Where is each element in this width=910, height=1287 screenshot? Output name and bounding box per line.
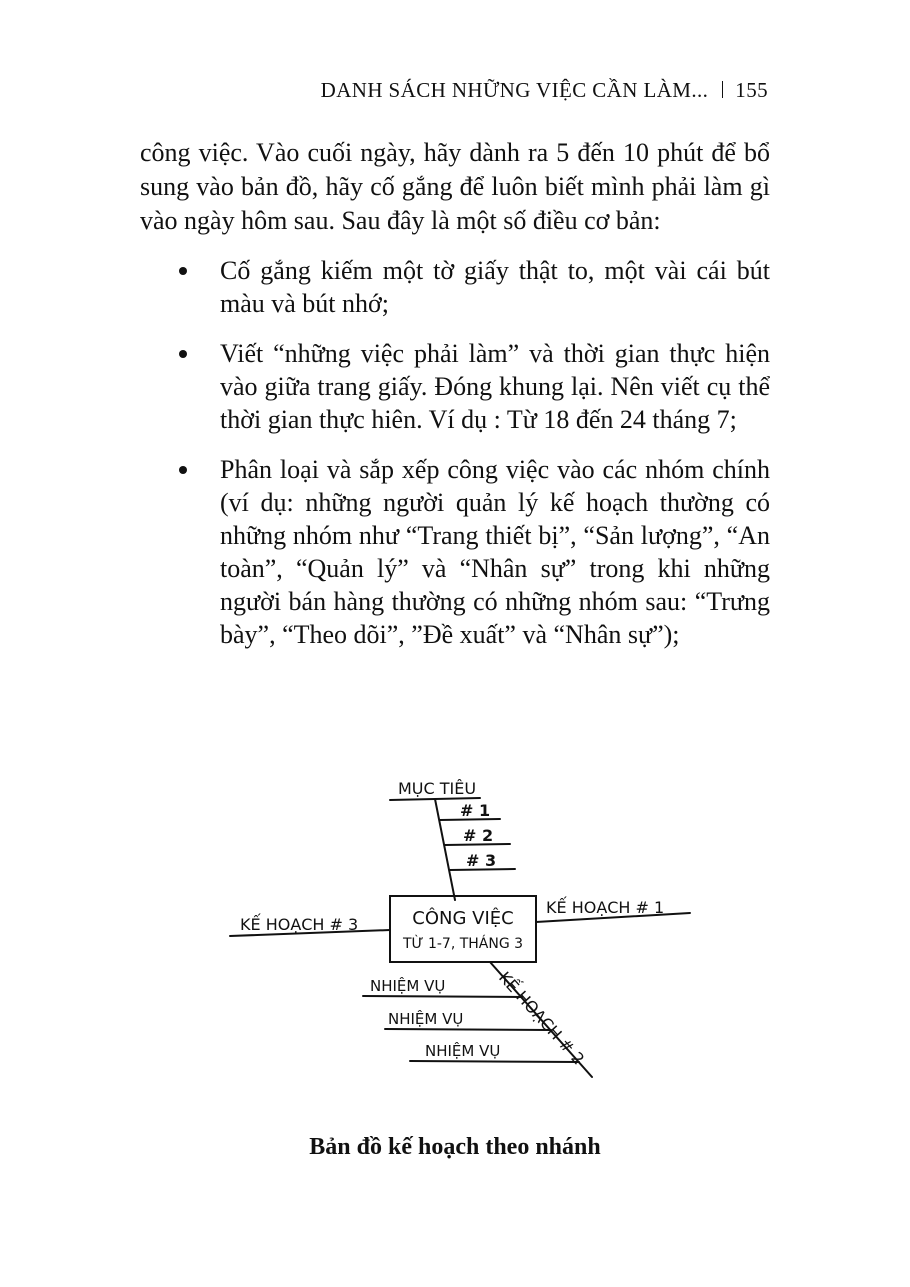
goal-item-3: # 3 <box>466 851 497 870</box>
bullet-text: Phân loại và sắp xếp công việc vào các nhóm chính (ví dụ: những người quản lý kế hoạch thường có những nhóm như “Trang thiết bị”, “Sản lượng”, “An toàn”, “Quản lý” và “Nhân sự” trong khi những người bán hàng thường có những nhóm sau: “Trưng bày”, “Theo dõi”, ”Đề xuất” và “Nhân sự”); <box>220 455 770 649</box>
goal-item-1: # 1 <box>460 801 491 820</box>
page-number: 155 <box>735 78 768 102</box>
bullet-list <box>140 254 770 668</box>
bullet-item <box>140 453 770 651</box>
plan1-label: KẾ HOẠCH # 1 <box>546 898 665 917</box>
bullet-dot-icon <box>179 466 187 474</box>
branch-plan-map <box>220 770 700 1090</box>
running-header <box>321 78 768 103</box>
goal-item-2: # 2 <box>463 826 494 845</box>
bullet-text: Viết “những việc phải làm” và thời gian thực hiện vào giữa trang giấy. Đóng khung lại. Nên viết cụ thể thời gian thực hiên. Ví dụ : Từ 18 đến 24 tháng 7; <box>220 339 770 434</box>
task-label-1: NHIỆM VỤ <box>370 977 446 995</box>
bullet-item <box>140 254 770 320</box>
task-label-3: NHIỆM VỤ <box>425 1042 501 1060</box>
bullet-dot-icon <box>179 267 187 275</box>
bullet-dot-icon <box>179 350 187 358</box>
task-label-2: NHIỆM VỤ <box>388 1010 464 1028</box>
center-title: CÔNG VIỆC <box>412 908 514 929</box>
chapter-title: DANH SÁCH NHỮNG VIỆC CẦN LÀM... <box>320 78 709 102</box>
bullet-item <box>140 337 770 436</box>
intro-paragraph: công việc. Vào cuối ngày, hãy dành ra 5 đến 10 phút để bổ sung vào bản đồ, hãy cố gắng để luôn biết mình phải làm gì vào ngày hôm sau. Sau đây là một số điều cơ bản: <box>140 138 770 235</box>
goal-trunk <box>435 799 455 900</box>
task-line-2 <box>385 1029 551 1030</box>
figure-caption: Bản đồ kế hoạch theo nhánh <box>309 1134 601 1160</box>
task-line-1 <box>363 996 522 997</box>
center-box <box>390 896 536 962</box>
task-line-3 <box>410 1061 579 1062</box>
plan3-label: KẾ HOẠCH # 3 <box>240 915 359 934</box>
center-date: TỪ 1-7, THÁNG 3 <box>402 936 524 952</box>
plan2-label: KẾ HOẠCH # 2 <box>495 967 589 1069</box>
header-divider <box>722 81 723 98</box>
goal-label: MỤC TIÊU <box>398 779 477 798</box>
bullet-text: Cố gắng kiếm một tờ giấy thật to, một vài cái bút màu và bút nhớ; <box>220 256 770 318</box>
